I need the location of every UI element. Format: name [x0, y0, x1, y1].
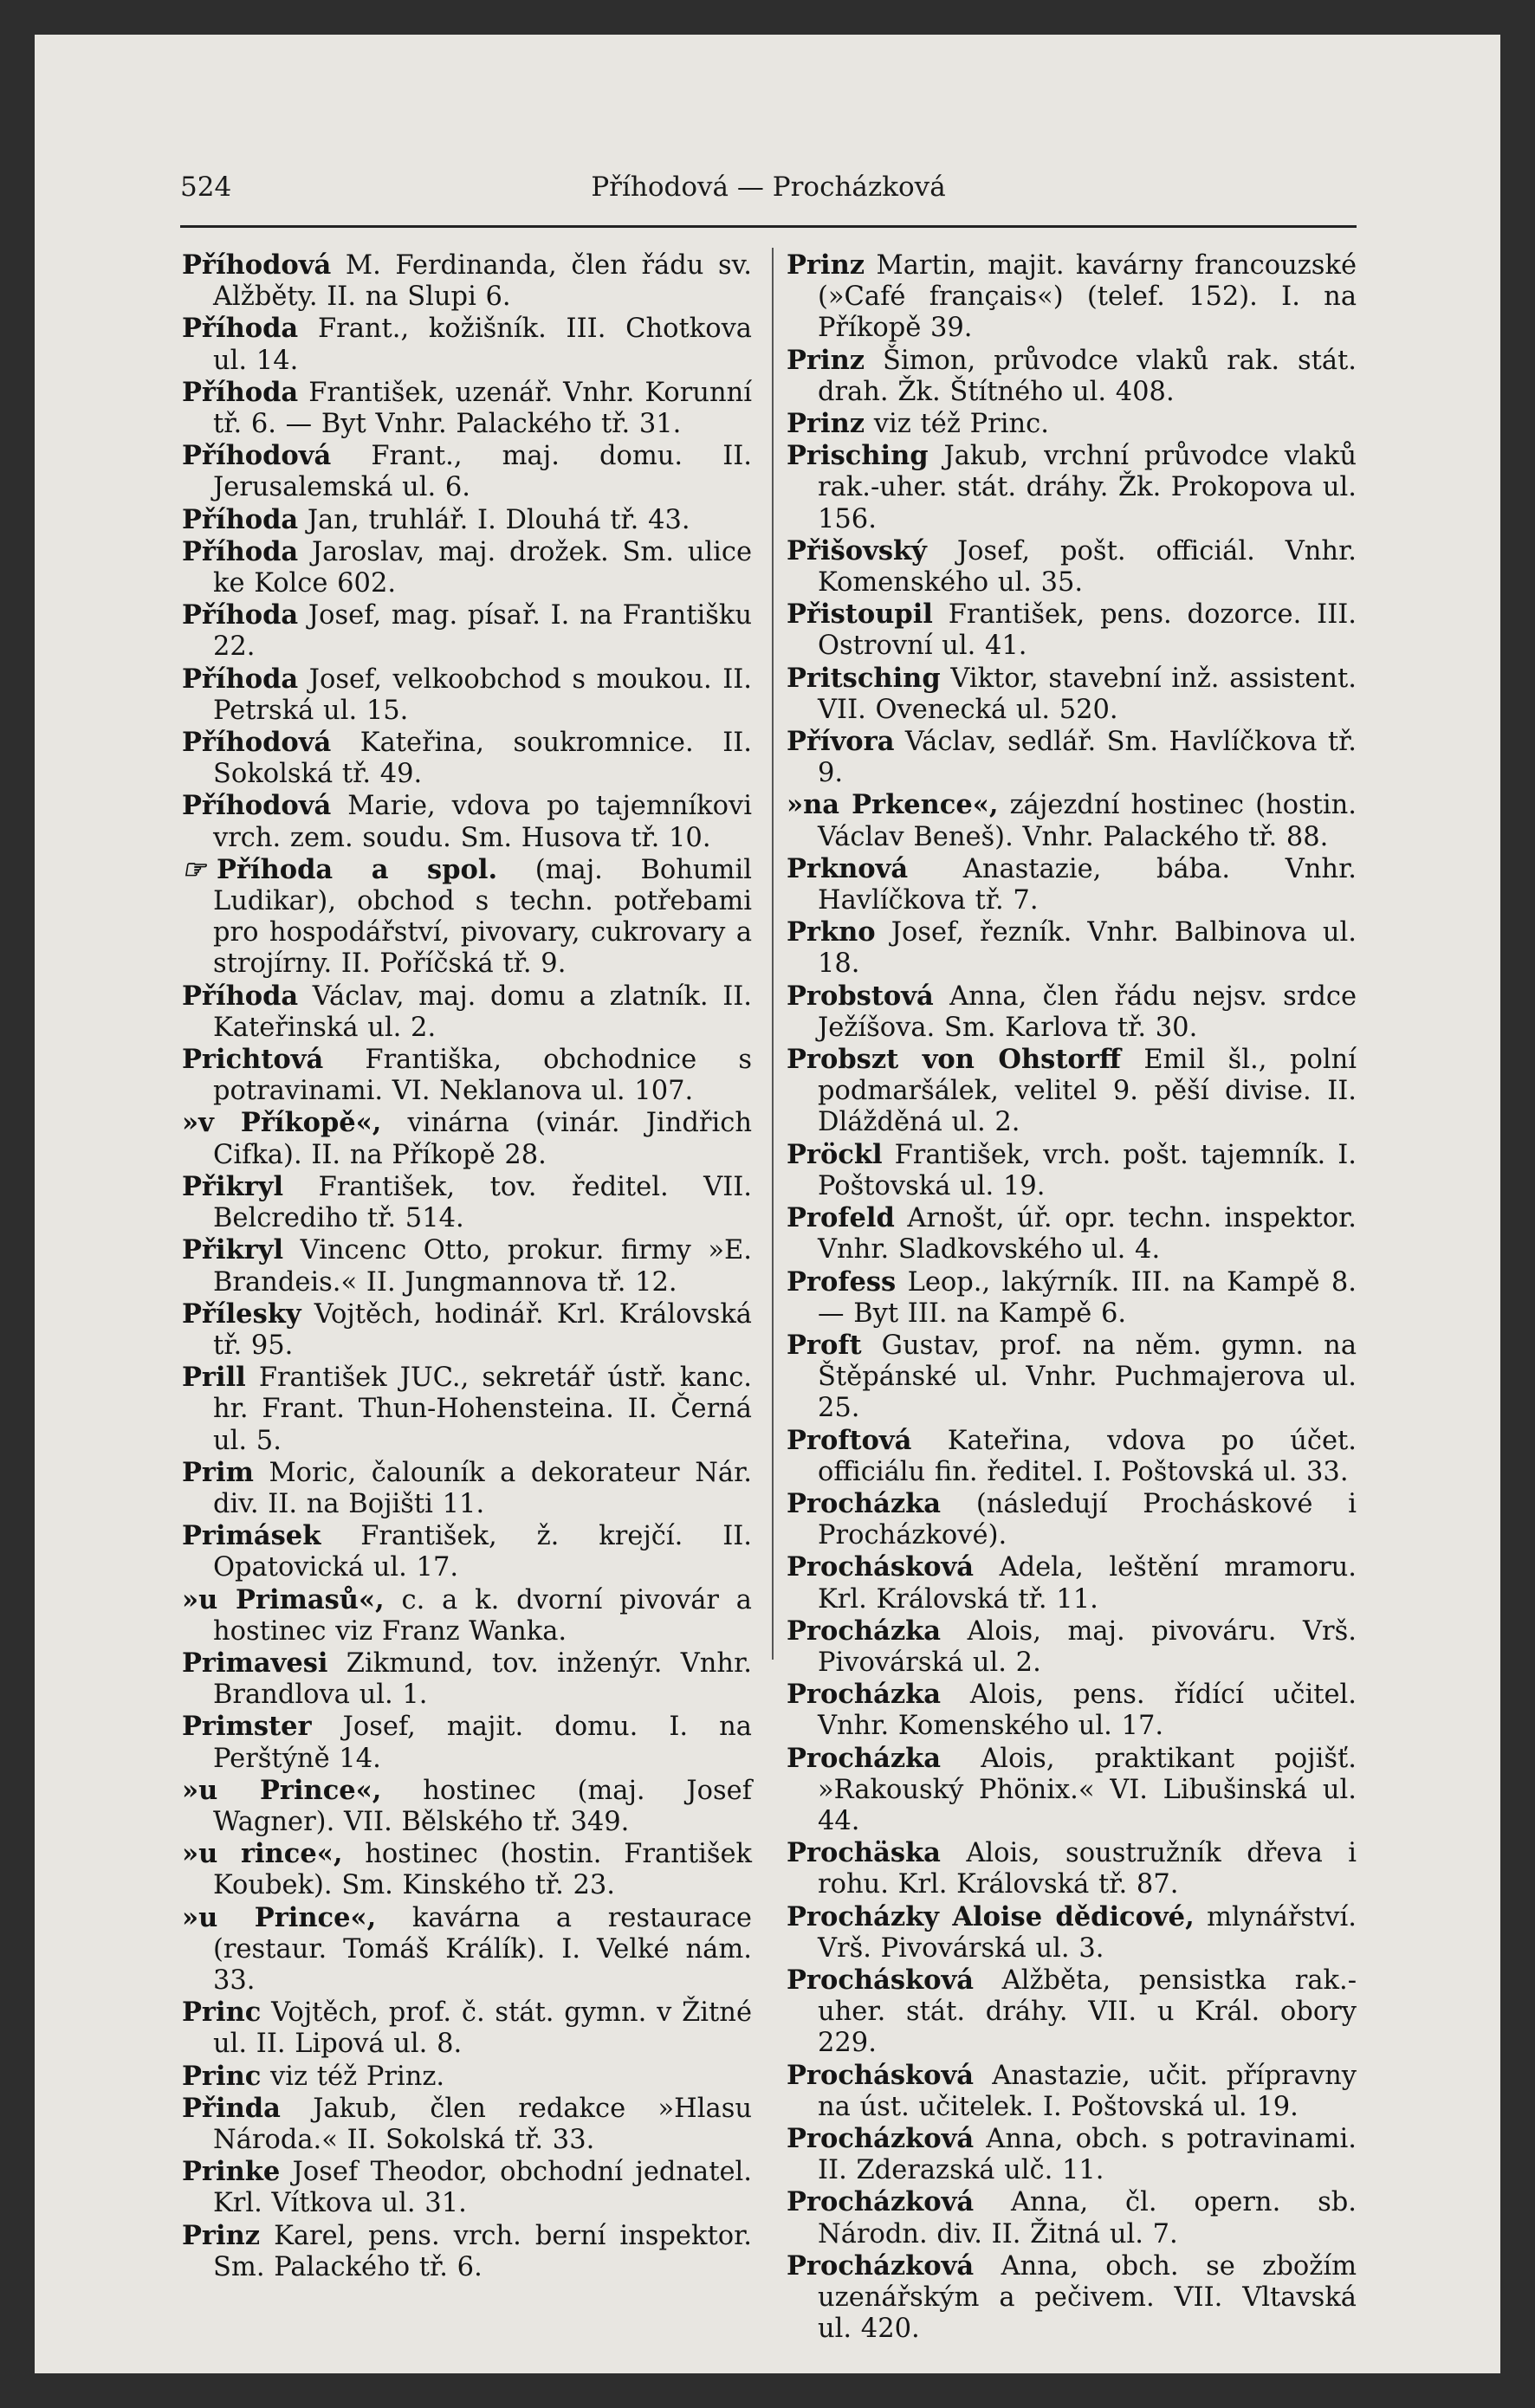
entry-name: Procházky Aloise dědicové, [787, 1900, 1195, 1932]
directory-entry [787, 1965, 1357, 2060]
entry-details: Anastazie, učit. přípravny na úst. učitelek. I. Poštovská ul. 19. [818, 2060, 1357, 2122]
entry-name: Princ [182, 1997, 262, 2029]
entry-details: Jakub, člen redakce »Hlasu Národa.« II. Sokolská tř. 33. [213, 2093, 752, 2155]
entry-name: »u Prince«, [182, 1901, 377, 1933]
directory-entry [787, 916, 1357, 980]
directory-entry [182, 1171, 752, 1234]
entry-details: František, tov. ředitel. VII. Belcrediho tř. 514. [213, 1171, 752, 1234]
entry-name: Prkno [787, 916, 876, 948]
entry-name: Probstová [787, 980, 934, 1012]
entry-name: Prinz [182, 2219, 261, 2251]
entry-name: Procházka [787, 1679, 942, 1711]
directory-entry [182, 1298, 752, 1362]
entry-details: Viktor, stavební inž. assistent. VII. Ovenecká ul. 520. [818, 663, 1357, 725]
entry-name: Příhoda [182, 313, 299, 345]
entry-details: Josef, pošt. officiál. Vnhr. Komenského ul. 35. [818, 535, 1357, 599]
directory-entry [787, 789, 1357, 852]
directory-entry [182, 599, 752, 663]
directory-entry [182, 2220, 752, 2283]
directory-entry [787, 2123, 1357, 2186]
directory-entry [787, 1266, 1357, 1330]
directory-entry [787, 663, 1357, 726]
entry-name: Přikryl [182, 1170, 284, 1202]
entry-name: Probszt von Ohstorff [787, 1044, 1121, 1076]
entry-name: Přílesky [182, 1298, 301, 1330]
directory-entry [787, 1615, 1357, 1679]
entry-name: Příhoda [182, 376, 299, 408]
entry-details: c. a k. dvorní pivovár a hostinec viz Franz Wanka. [213, 1584, 752, 1647]
entry-details: Františka, obchodnice s potravinami. VI. Neklanova ul. 107. [213, 1045, 752, 1107]
directory-entry [182, 854, 752, 981]
entry-name: Prichtová [182, 1044, 324, 1076]
entry-name: Profess [787, 1265, 897, 1298]
entry-details: Frant., maj. domu. II. Jerusalemská ul. 6. [213, 441, 752, 503]
directory-entry [182, 2061, 752, 2093]
entry-name: Prochäska [787, 1837, 941, 1869]
entry-details: Frant., kožišník. III. Chotkova ul. 14. [213, 314, 752, 376]
entry-details: mlynářství. Vrš. Pivovárská ul. 3. [818, 1901, 1357, 1964]
entry-name: »u Prince«, [182, 1774, 382, 1806]
directory-entry [787, 1551, 1357, 1615]
directory-entry [182, 1044, 752, 1107]
directory-entry [787, 1044, 1357, 1139]
entry-details: Alois, pens. řídící učitel. Vnhr. Komenského ul. 17. [818, 1680, 1357, 1742]
directory-entry [182, 1457, 752, 1520]
entry-details: Martin, majit. kavárny francouzské (»Café français«) (telef. 152). I. na Příkopě 39. [818, 250, 1357, 344]
directory-entry [182, 1584, 752, 1647]
directory-entry [182, 1520, 752, 1583]
directory-entry [787, 1139, 1357, 1202]
entry-details: zájezdní hostinec (hostin. Václav Beneš). Vnhr. Palackého tř. 88. [818, 790, 1357, 852]
entry-details: Jan, truhlář. I. Dlouhá tř. 43. [298, 504, 690, 535]
entry-details: Anastazie, bába. Vnhr. Havlíčkova tř. 7. [818, 853, 1357, 916]
entry-name: Příhodová [182, 790, 332, 822]
directory-entry [787, 1488, 1357, 1551]
entry-name: Prill [182, 1362, 246, 1394]
entry-details: František, pens. dozorce. III. Ostrovní ul. 41. [818, 599, 1357, 662]
entry-details: Václav, sedlář. Sm. Havlíčkova tř. 9. [818, 727, 1357, 789]
entry-details: Gustav, prof. na něm. gymn. na Štěpánské ul. Vnhr. Puchmajerova ul. 25. [818, 1330, 1357, 1424]
entry-details: Arnošt, úř. opr. techn. inspektor. Vnhr. Sladkovského ul. 4. [818, 1203, 1357, 1265]
pointing-hand-icon: ☞ [182, 853, 206, 885]
entry-name: Procházka [787, 1615, 942, 1647]
entry-details: František, ž. krejčí. II. Opatovická ul. 17. [213, 1521, 752, 1583]
entry-details: (maj. Bohumil Ludikar), obchod s techn. potřebami pro hospodářství, pivovary, cukrovary a strojírny. II. Poříčská tř. 9. [213, 854, 752, 980]
entry-name: Prinz [787, 249, 865, 281]
entry-name: Profeld [787, 1202, 895, 1234]
entry-details: Alois, praktikant pojišť. »Rakouský Phönix.« VI. Libušinská ul. 44. [818, 1743, 1357, 1836]
entry-name: Příhodová [182, 249, 332, 281]
entry-name: »na Prkence«, [787, 789, 999, 821]
entry-name: »u rince«, [182, 1838, 343, 1870]
entry-name: »v Příkopě«, [182, 1107, 382, 1139]
left-column [182, 249, 752, 2283]
entry-name: Procházka [787, 1487, 942, 1519]
directory-entry [787, 2250, 1357, 2346]
directory-entry [182, 1902, 752, 1997]
directory-entry [182, 1775, 752, 1838]
directory-entry [787, 1425, 1357, 1488]
directory-entry [787, 2060, 1357, 2123]
directory-entry [182, 249, 752, 313]
entry-name: Prinke [182, 2156, 281, 2188]
entry-details: kavárna a restaurace (restaur. Tomáš Králík). I. Velké nám. 33. [213, 1902, 752, 1996]
entry-details: František, vrch. pošt. tajemník. I. Poštovská ul. 19. [818, 1139, 1357, 1201]
directory-entry [787, 1202, 1357, 1265]
entry-details: Emil šl., polní podmaršálek, velitel 9. pěší divise. II. Dlážděná ul. 2. [818, 1045, 1357, 1138]
entry-details: Kateřina, soukromnice. II. Sokolská tř. 49. [213, 728, 752, 790]
entry-name: Procházková [787, 2186, 975, 2218]
entry-name: Příhodová [182, 727, 332, 759]
entry-name: Prochásková [787, 1551, 974, 1583]
entry-name: »u Primasů«, [182, 1583, 385, 1615]
column-divider [772, 248, 774, 1660]
entry-details: hostinec (hostin. František Koubek). Sm. Kinského tř. 23. [213, 1839, 753, 1901]
entry-details: viz též Princ. [865, 409, 1049, 440]
entry-name: Přišovský [787, 534, 927, 566]
directory-entry [787, 345, 1357, 408]
entry-name: Příhoda [182, 663, 299, 695]
entry-details: Vojtěch, hodinář. Krl. Královská tř. 95. [213, 1298, 752, 1361]
entry-name: Přistoupil [787, 599, 933, 631]
entry-name: Příhoda [182, 535, 299, 567]
entry-details: Anna, čl. opern. sb. Národn. div. II. Žitná ul. 7. [818, 2187, 1357, 2249]
directory-entry [182, 727, 752, 790]
entry-name: Příhoda [182, 980, 299, 1012]
directory-entry [182, 981, 752, 1044]
directory-entry [182, 377, 752, 440]
entry-name: Prisching [787, 440, 929, 472]
directory-entry [787, 2186, 1357, 2249]
directory-entry [787, 599, 1357, 662]
directory-entry [182, 1234, 752, 1298]
directory-entry [182, 313, 752, 376]
entry-name: Přikryl [182, 1234, 284, 1266]
entry-details: Leop., lakýrník. III. na Kampě 8. — Byt III. na Kampě 6. [818, 1266, 1357, 1329]
entry-name: Prinz [787, 408, 865, 440]
entry-details: Alois, soustružník dřeva i rohu. Krl. Královská tř. 87. [818, 1838, 1357, 1900]
entry-name: Primásek [182, 1520, 321, 1552]
directory-entry [182, 1107, 752, 1170]
directory-entry [787, 249, 1357, 345]
entry-details: Jakub, vrchní průvodce vlaků rak.-uher. stát. dráhy. Žk. Prokopova ul. 156. [818, 441, 1357, 534]
directory-entry [182, 790, 752, 853]
entry-details: Josef, majit. domu. I. na Perštýně 14. [213, 1712, 752, 1774]
directory-entry [787, 535, 1357, 599]
directory-entry [182, 1711, 752, 1774]
entry-details: M. Ferdinanda, člen řádu sv. Alžběty. II. na Slupi 6. [213, 250, 752, 313]
entry-name: Procházka [787, 1742, 942, 1774]
entry-details: Josef, řezník. Vnhr. Balbinova ul. 18. [818, 917, 1357, 980]
entry-name: Prknová [787, 852, 909, 884]
entry-name: Proftová [787, 1424, 912, 1456]
directory-entry [182, 440, 752, 503]
directory-entry [787, 981, 1357, 1044]
entry-name: Přívora [787, 726, 895, 758]
entry-details: František, uzenář. Vnhr. Korunní tř. 6. — Byt Vnhr. Palackého tř. 31. [213, 377, 752, 440]
entry-details: Vincenc Otto, prokur. firmy »E. Brandeis.« II. Jungmannova tř. 12. [213, 1235, 752, 1298]
entry-details: Zikmund, tov. inženýr. Vnhr. Brandlova ul. 1. [213, 1647, 752, 1711]
entry-details: Adela, leštění mramoru. Krl. Královská tř. 11. [818, 1552, 1357, 1615]
entry-details: František JUC., sekretář ústř. kanc. hr. Frant. Thun-Hohensteina. II. Černá ul. 5. [213, 1363, 752, 1456]
entry-name: Primster [182, 1711, 312, 1743]
directory-entry [182, 2093, 752, 2156]
directory-entry [182, 2156, 752, 2219]
entry-name: Proft [787, 1329, 862, 1361]
entry-name: Procházková [787, 2122, 975, 2154]
entry-details: Josef, velkoobchod s moukou. II. Petrská ul. 15. [213, 663, 752, 726]
entry-details: Alžběta, pensistka rak.-uher. stát. dráhy. VII. u Král. obory 229. [818, 1965, 1357, 2059]
entry-details: Anna, člen řádu nejsv. srdce Ježíšova. Sm. Karlova tř. 30. [818, 981, 1357, 1043]
entry-details: Václav, maj. domu a zlatník. II. Kateřinská ul. 2. [213, 981, 752, 1043]
entry-name: Princ [182, 2060, 262, 2092]
entry-details: Anna, obch. se zbožím uzenářským a pečivem. VII. Vltavská ul. 420. [818, 2250, 1357, 2345]
entry-name: Pritsching [787, 662, 941, 694]
entry-details: Vojtěch, prof. č. stát. gymn. v Žitné ul. II. Lipová ul. 8. [213, 1997, 752, 2060]
entry-details: Anna, obch. s potravinami. II. Zderazská ulč. 11. [818, 2123, 1357, 2186]
directory-entry [182, 1997, 752, 2060]
directory-entry [182, 1362, 752, 1457]
running-head: Příhodová — Procházková [591, 172, 946, 203]
entry-details: Josef Theodor, obchodní jednatel. Krl. Vítkova ul. 31. [213, 2157, 752, 2219]
entry-name: Příhoda a spol. [217, 853, 498, 885]
header-rule [180, 225, 1357, 228]
directory-entry [787, 853, 1357, 916]
entry-name: Příhodová [182, 440, 332, 472]
entry-name: Prochásková [787, 2059, 974, 2091]
directory-page [35, 35, 1500, 2373]
directory-entry [787, 1743, 1357, 1838]
directory-entry [182, 536, 752, 599]
entry-name: Příhoda [182, 503, 299, 535]
directory-entry [787, 408, 1357, 440]
entry-name: Primavesi [182, 1647, 328, 1679]
entry-name: Prinz [787, 344, 865, 376]
entry-details: viz též Prinz. [261, 2061, 445, 2092]
directory-entry [182, 504, 752, 536]
entry-details: Kateřina, vdova po účet. officiálu fin. ředitel. I. Poštovská ul. 33. [818, 1425, 1357, 1487]
entry-name: Prim [182, 1456, 254, 1488]
directory-entry [182, 1838, 752, 1901]
directory-entry [787, 1837, 1357, 1900]
entry-details: Marie, vdova po tajemníkovi vrch. zem. soudu. Sm. Husova tř. 10. [213, 791, 752, 853]
entry-name: Přinda [182, 2092, 281, 2124]
entry-name: Procházková [787, 2249, 975, 2282]
entry-details: Jaroslav, maj. drožek. Sm. ulice ke Kolce 602. [213, 536, 752, 599]
entry-name: Prochásková [787, 1964, 974, 1996]
entry-details: vinárna (vinár. Jindřich Cifka). II. na Příkopě 28. [213, 1108, 752, 1170]
directory-entry [182, 663, 752, 727]
directory-entry [787, 1330, 1357, 1425]
entry-details: hostinec (maj. Josef Wagner). VII. Bělského tř. 349. [213, 1775, 753, 1837]
directory-entry [787, 440, 1357, 535]
directory-entry [787, 1901, 1357, 1965]
entry-name: Příhoda [182, 599, 299, 631]
entry-details: Šimon, průvodce vlaků rak. stát. drah. Žk. Štítného ul. 408. [818, 345, 1357, 407]
directory-entry [787, 1679, 1357, 1742]
page-header [180, 156, 1357, 217]
right-column [787, 249, 1357, 2345]
entry-details: (následují Procháskové i Procházkové). [818, 1488, 1357, 1551]
entry-name: Pröckl [787, 1138, 883, 1170]
entry-details: Karel, pens. vrch. berní inspektor. Sm. Palackého tř. 6. [213, 2220, 752, 2282]
directory-entry [182, 1647, 752, 1711]
page-number: 524 [180, 172, 232, 203]
directory-entry [787, 726, 1357, 789]
entry-details: Moric, čalouník a dekorateur Nár. div. II. na Bojišti 11. [213, 1457, 752, 1519]
entry-details: Alois, maj. pivováru. Vrš. Pivovárská ul. 2. [818, 1615, 1357, 1678]
entry-details: Josef, mag. písař. I. na Františku 22. [213, 600, 752, 663]
